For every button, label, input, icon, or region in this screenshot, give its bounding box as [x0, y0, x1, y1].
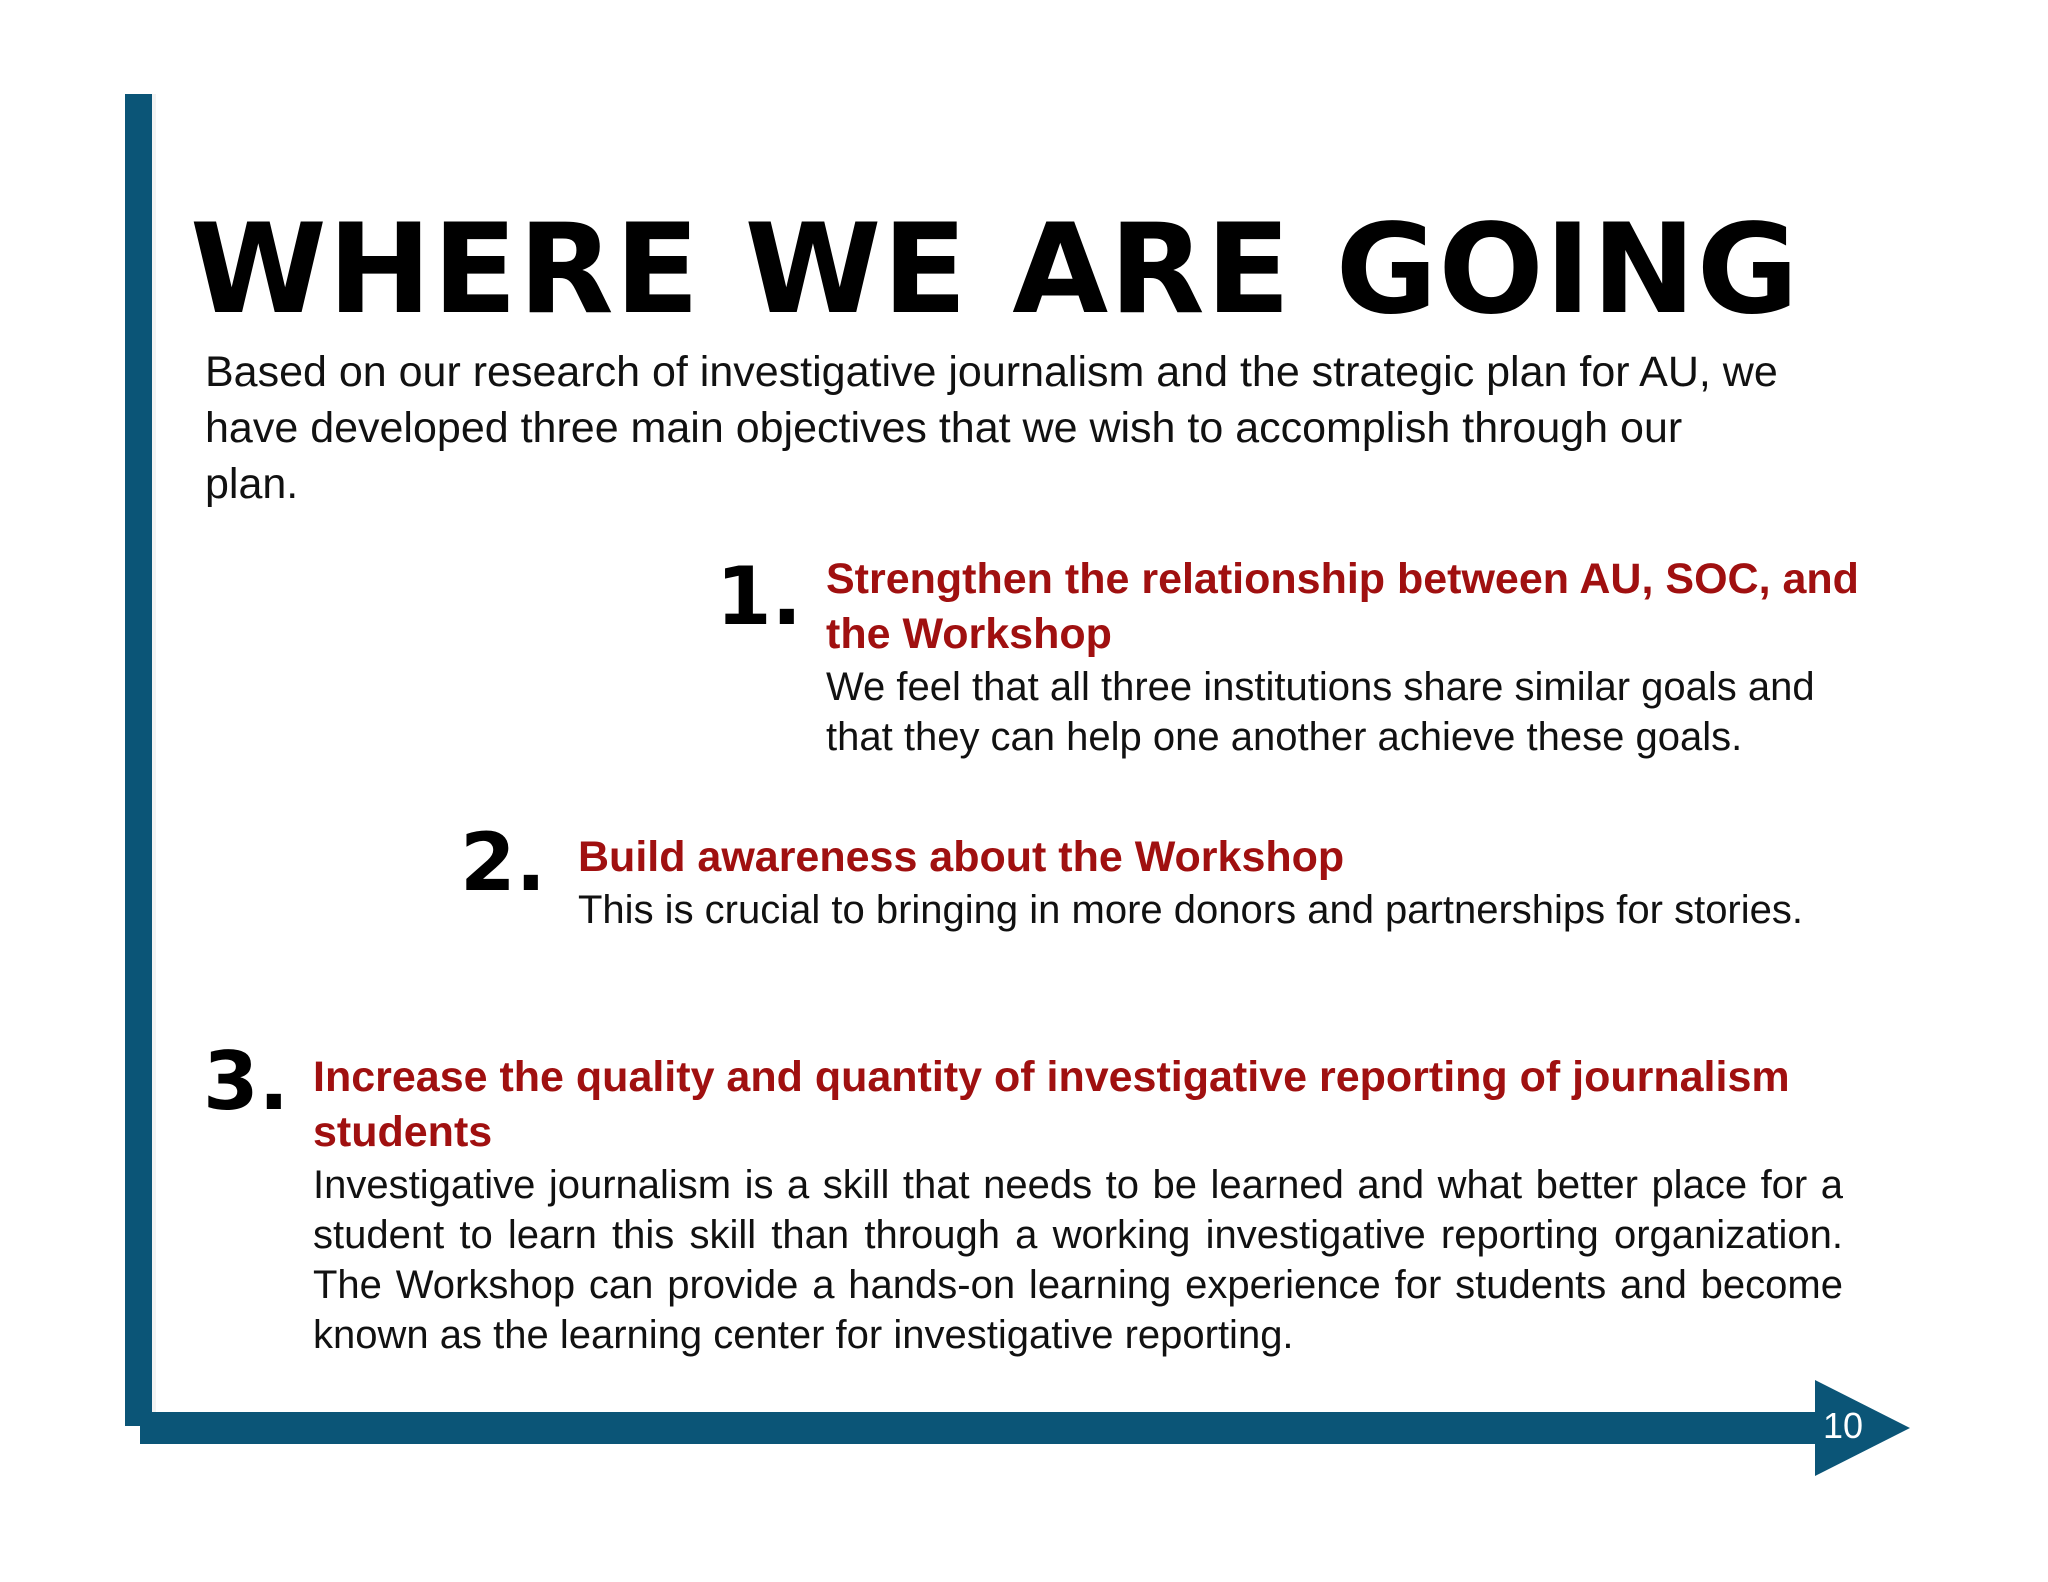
frame-horizontal-bar [140, 1412, 1830, 1444]
frame-shadow [152, 94, 156, 1412]
objective-body [578, 830, 1868, 935]
objective-description: Investigative journalism is a skill that needs to be learned and what better place for a student to learn this skill than through a working investigative reporting organization. The Workshop can provide a hands-on learning experience for students and become known as the learning center for investigative reporting. [313, 1163, 1843, 1357]
objective-description: We feel that all three institutions share similar goals and that they can help one another achieve these goals. [826, 665, 1815, 759]
objective-heading: Strengthen the relationship between AU, SOC, and the Workshop [826, 555, 1859, 658]
objective-number: 1. [716, 550, 803, 643]
objective-heading: Increase the quality and quantity of investigative reporting of journalism students [313, 1053, 1790, 1156]
objective-number: 2. [460, 816, 547, 909]
objective-body [826, 552, 1866, 762]
objective-number: 3. [203, 1035, 290, 1128]
page-title: WHERE WE ARE GOING [190, 198, 1800, 342]
objective-body [313, 1050, 1843, 1360]
objective-description: This is crucial to bringing in more donors and partnerships for stories. [578, 888, 1803, 932]
frame-vertical-bar [125, 94, 155, 1426]
intro-paragraph: Based on our research of investigative journalism and the strategic plan for AU, we have developed three main objectives that we wish to accomplish through our plan. [205, 348, 1778, 508]
objective-heading: Build awareness about the Workshop [578, 833, 1345, 881]
page-number: 10 [1822, 1405, 1864, 1446]
